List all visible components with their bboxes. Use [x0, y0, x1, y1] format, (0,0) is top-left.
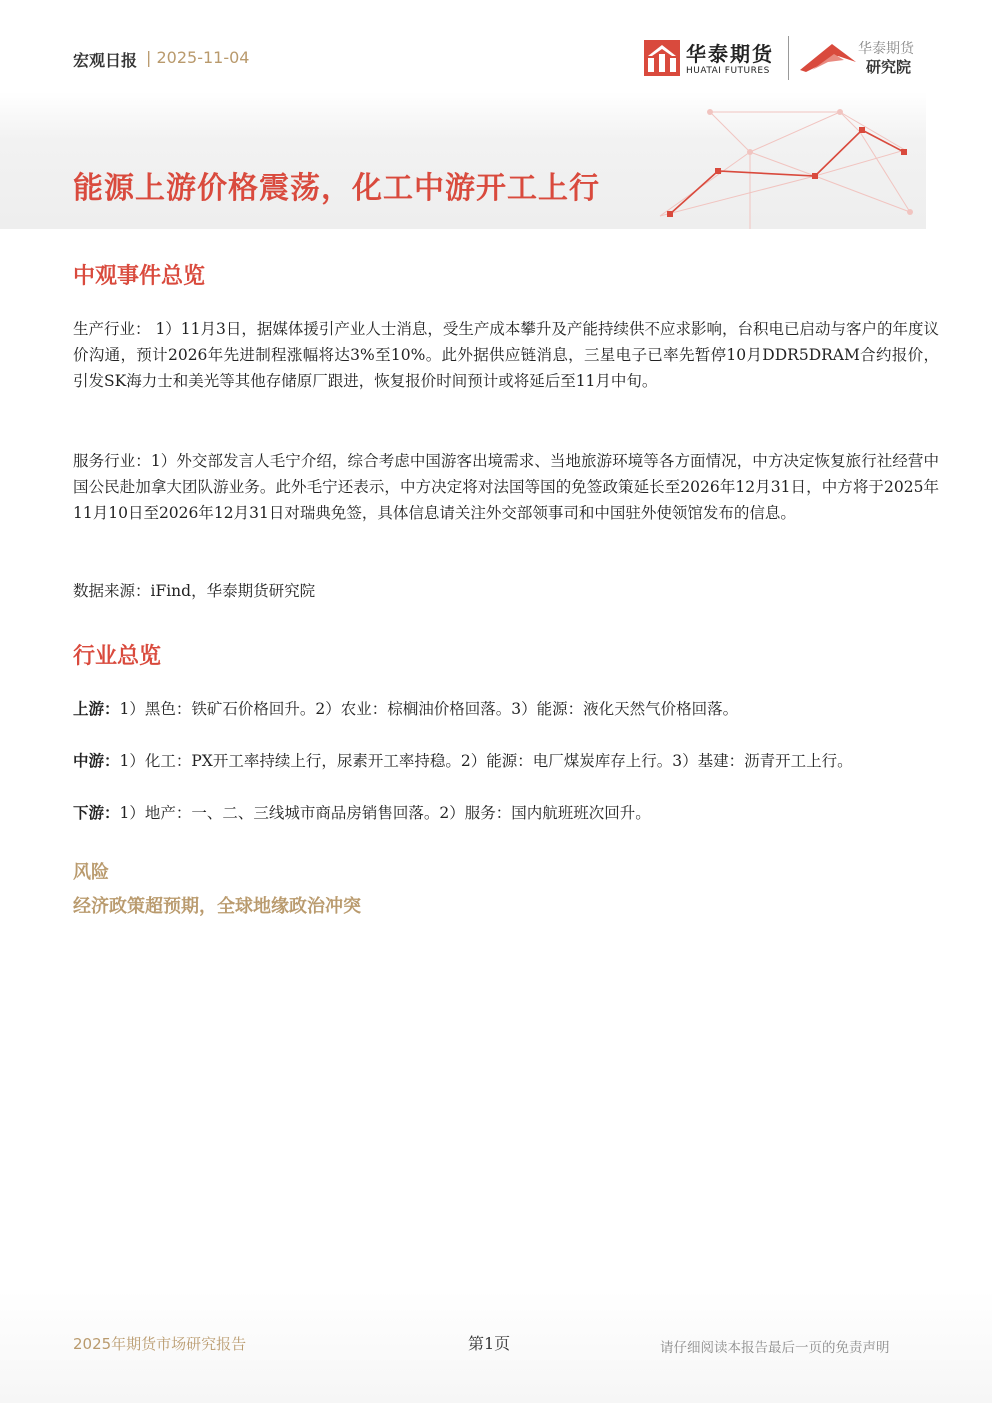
paragraph-text: 1）11月3日，据媒体援引产业人士消息，受生产成本攀升及产能持续供不应求影响，台积电已启动与客户的年度议价沟通，预计2026年先进制程涨幅将达3%至10%。此外据供应链消息，三星电子已率先暂停10月DDR5DRAM合约报价，引发SK海力士和美光等其他存储原厂跟进，恢复报价时间预计或将延后至11月中旬。 [73, 320, 939, 390]
report-date: | 2025-11-04 [146, 48, 250, 67]
paragraph-services [73, 448, 939, 526]
industry-text: 1）地产：一、二、三线城市商品房销售回落。2）服务：国内航班班次回升。 [119, 804, 651, 822]
page-header [0, 36, 992, 92]
industry-midstream [73, 748, 953, 774]
institute-name: 华泰期货 [858, 41, 914, 57]
industry-label: 中游： [73, 752, 120, 770]
report-type: 宏观日报 [73, 51, 138, 70]
industry-text: 1）化工：PX开工率持续上行，尿素开工率持稳。2）能源：电厂煤炭库存上行。3）基建：沥青开工上行。 [119, 752, 853, 770]
institute-logo-icon [798, 40, 858, 74]
logo-en-text: HUATAI FUTURES [686, 66, 770, 76]
institute-subname: 研究院 [866, 58, 912, 76]
page-number: 第1页 [468, 1334, 511, 1353]
report-title: 能源上游价格震荡，化工中游开工上行 [73, 171, 600, 206]
logo-divider [788, 36, 789, 80]
section-heading-industry: 行业总览 [73, 644, 162, 669]
industry-text: 1）黑色：铁矿石价格回升。2）农业：棕榈油价格回落。3）能源：液化天然气价格回落。 [119, 700, 739, 718]
footer-report-name: 2025年期货市场研究报告 [73, 1335, 247, 1353]
network-graphic-icon [600, 92, 926, 229]
data-source: 数据来源：iFind，华泰期货研究院 [73, 582, 316, 600]
industry-label: 下游： [73, 804, 120, 822]
huatai-logo [644, 38, 794, 82]
section-heading-events: 中观事件总览 [73, 264, 206, 289]
risk-text: 经济政策超预期，全球地缘政治冲突 [73, 896, 361, 917]
paragraph-label: 生产行业： [73, 320, 151, 338]
logo-cn-text: 华泰期货 [686, 42, 774, 66]
risk-heading: 风险 [73, 862, 109, 883]
paragraph-text: 1）外交部发言人毛宁介绍，综合考虑中国游客出境需求、当地旅游环境等各方面情况，中方决定恢复旅行社经营中国公民赴加拿大团队游业务。此外毛宁还表示，中方决定将对法国等国的免签政策延长至2026年12月31日，中方将于2025年11月10日至2026年12月31日对瑞典免签，具体信息请关注外交部领事司和中国驻外使领馆发布的信息。 [73, 452, 939, 522]
industry-upstream [73, 696, 953, 722]
paragraph-label: 服务行业： [73, 452, 151, 470]
industry-label: 上游： [73, 700, 120, 718]
industry-downstream [73, 800, 953, 826]
huatai-logo-icon [644, 40, 680, 76]
footer-disclaimer: 请仔细阅读本报告最后一页的免责声明 [660, 1340, 890, 1356]
paragraph-production [73, 316, 939, 394]
